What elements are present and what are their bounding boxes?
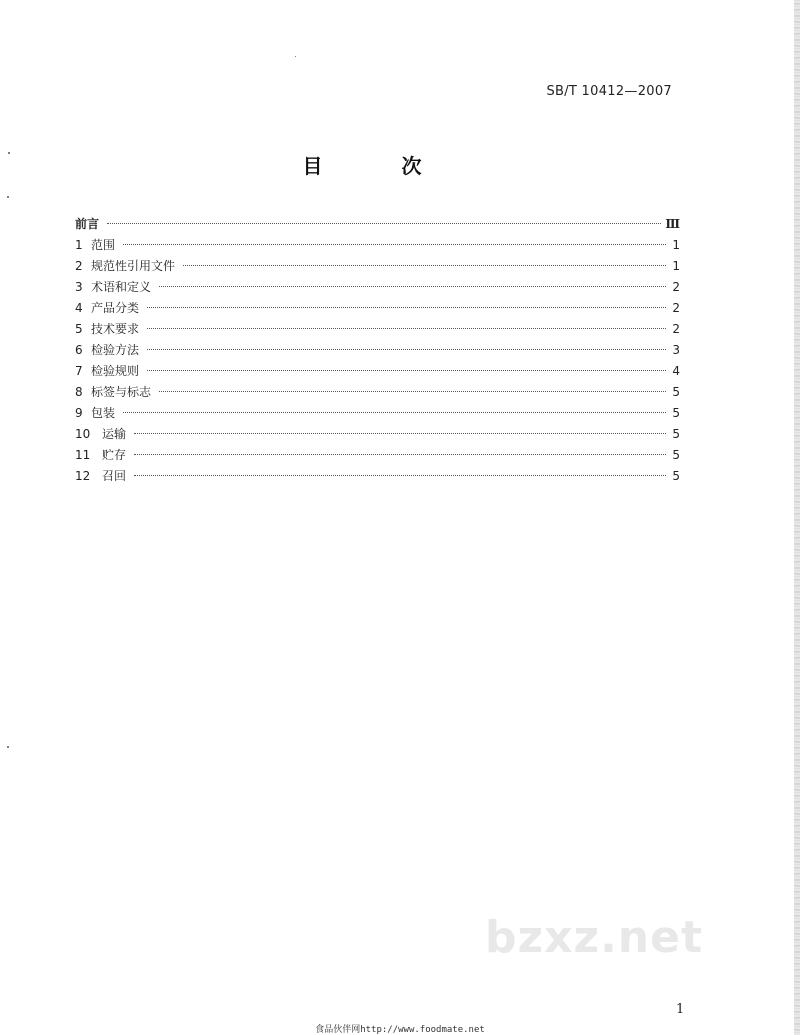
toc-entry-page: 1 xyxy=(672,238,680,252)
toc-entry-label: 运输 xyxy=(102,427,127,441)
toc-entry-number: 12 xyxy=(75,469,91,483)
page-title: 目 次 xyxy=(302,154,458,178)
toc-entry-6[interactable] xyxy=(75,340,680,361)
toc-dot-leader xyxy=(147,328,666,329)
scan-speck xyxy=(7,196,9,198)
toc-dot-leader xyxy=(159,391,666,392)
toc-entry-page: 5 xyxy=(672,385,680,399)
toc-entry-number: 6 xyxy=(75,343,83,357)
toc-dot-leader xyxy=(134,454,666,455)
toc-entry-1[interactable] xyxy=(75,235,680,256)
scan-speck xyxy=(7,746,9,748)
toc-dot-leader xyxy=(159,286,666,287)
watermark: bzxz.net xyxy=(485,912,704,963)
toc-entry-4[interactable] xyxy=(75,298,680,319)
toc-dot-leader xyxy=(183,265,666,266)
table-of-contents xyxy=(75,214,680,487)
toc-entry-page: 1 xyxy=(672,259,680,273)
toc-entry-number: 9 xyxy=(75,406,83,420)
toc-entry-9[interactable] xyxy=(75,403,680,424)
toc-entry-2[interactable] xyxy=(75,256,680,277)
toc-dot-leader xyxy=(123,244,666,245)
footer-source[interactable]: 食品伙伴网http://www.foodmate.net xyxy=(315,1025,485,1035)
toc-dot-leader xyxy=(147,307,666,308)
toc-entry-3[interactable] xyxy=(75,277,680,298)
toc-entry-page: 3 xyxy=(672,343,680,357)
toc-dot-leader xyxy=(107,223,661,224)
toc-entry-label: 贮存 xyxy=(102,448,127,462)
toc-entry-page: Ⅲ xyxy=(665,217,680,231)
toc-entry-number: 10 xyxy=(75,427,91,441)
toc-entry-page: 2 xyxy=(672,280,680,294)
toc-entry-label: 检验方法 xyxy=(91,343,140,357)
toc-dot-leader xyxy=(123,412,666,413)
toc-entry-11[interactable] xyxy=(75,445,680,466)
toc-entry-label: 前言 xyxy=(75,217,100,231)
toc-entry-page: 2 xyxy=(672,301,680,315)
toc-entry-foreword[interactable] xyxy=(75,214,680,235)
toc-entry-number: 11 xyxy=(75,448,91,462)
toc-entry-label: 标签与标志 xyxy=(91,385,152,399)
toc-entry-number: 7 xyxy=(75,364,83,378)
toc-dot-leader xyxy=(134,475,666,476)
toc-entry-number: 3 xyxy=(75,280,83,294)
toc-entry-label: 术语和定义 xyxy=(91,280,152,294)
toc-entry-number: 8 xyxy=(75,385,83,399)
toc-entry-label: 包装 xyxy=(91,406,116,420)
toc-entry-8[interactable] xyxy=(75,382,680,403)
toc-entry-page: 2 xyxy=(672,322,680,336)
toc-entry-page: 5 xyxy=(672,427,680,441)
page-number: 1 xyxy=(676,1002,685,1017)
toc-entry-label: 规范性引用文件 xyxy=(91,259,176,273)
toc-entry-page: 5 xyxy=(672,448,680,462)
toc-entry-label: 范围 xyxy=(91,238,116,252)
toc-entry-page: 5 xyxy=(672,406,680,420)
toc-entry-label: 技术要求 xyxy=(91,322,140,336)
toc-entry-page: 4 xyxy=(672,364,680,378)
toc-dot-leader xyxy=(134,433,666,434)
toc-entry-number: 1 xyxy=(75,238,83,252)
toc-dot-leader xyxy=(147,370,666,371)
toc-entry-page: 5 xyxy=(672,469,680,483)
toc-entry-number: 4 xyxy=(75,301,83,315)
standard-code: SB/T 10412—2007 xyxy=(546,84,672,99)
toc-entry-number: 5 xyxy=(75,322,83,336)
toc-entry-label: 产品分类 xyxy=(91,301,140,315)
toc-entry-number: 2 xyxy=(75,259,83,273)
toc-entry-10[interactable] xyxy=(75,424,680,445)
toc-entry-7[interactable] xyxy=(75,361,680,382)
toc-entry-label: 检验规则 xyxy=(91,364,140,378)
scan-speck xyxy=(295,56,296,57)
toc-dot-leader xyxy=(147,349,666,350)
scan-edge xyxy=(794,0,800,1035)
toc-entry-label: 召回 xyxy=(102,469,127,483)
toc-entry-12[interactable] xyxy=(75,466,680,487)
toc-entry-5[interactable] xyxy=(75,319,680,340)
